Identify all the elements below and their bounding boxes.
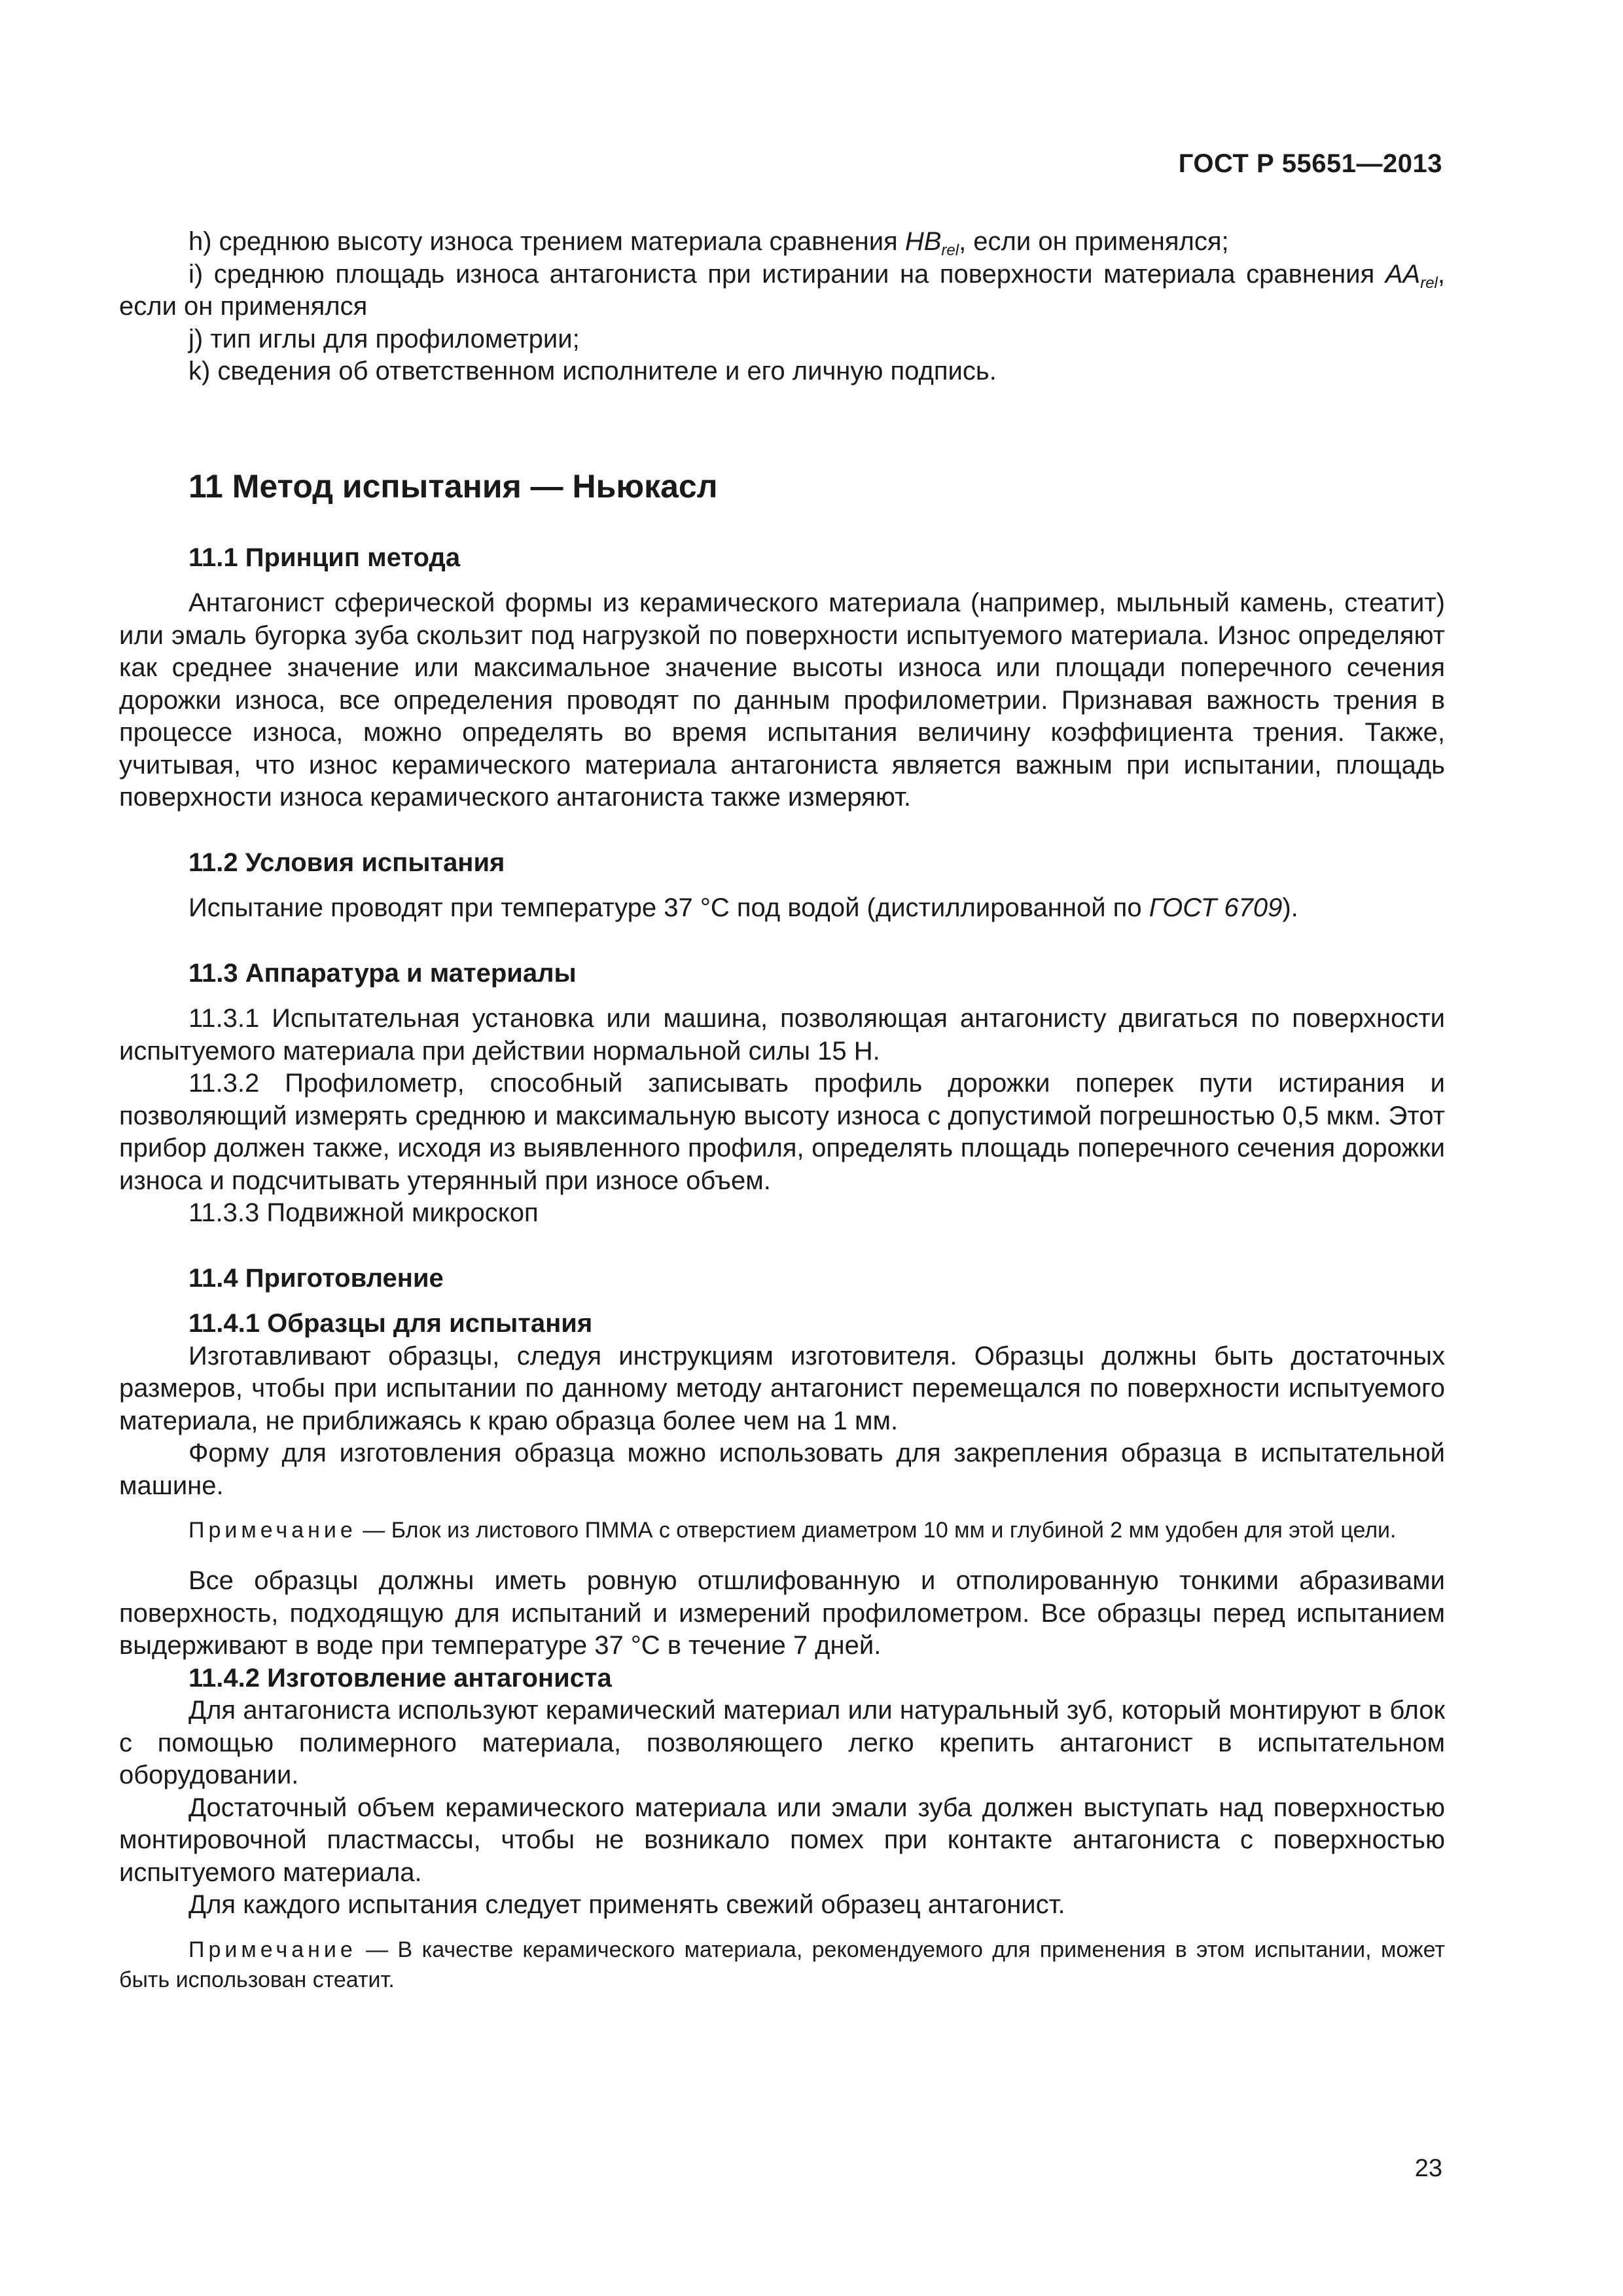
note-label: Примечание xyxy=(188,1937,357,1962)
page-content xyxy=(119,226,1445,2015)
section-11-4-1-p2: Форму для изготовления образца можно использовать для закрепления образца в испытательной машине. xyxy=(119,1439,1445,1500)
section-11-2-text: Испытание проводят при температуре 37 °С под водой (дистиллированной по ГОСТ 6709). xyxy=(188,893,1298,922)
var-hb: HB xyxy=(904,227,942,256)
var-hb-sub: rel xyxy=(941,242,959,259)
list-item-h: h) среднюю высоту износа трением материала сравнения $HB_{rel}$, если он применялся; xyxy=(188,227,1229,259)
section-11-3-1: 11.3.1 Испытательная установка или машина, позволяющая антагонисту двигаться по поверхности испытуемого материала при действии нормальной силы 15 Н. xyxy=(119,1004,1445,1066)
section-11-4-2-p3: Для каждого испытания следует применять свежий образец антагонист. xyxy=(188,1890,1065,1919)
section-11-4-2-title: 11.4.2 Изготовление антагониста xyxy=(188,1663,612,1693)
note-1: Примечание — Блок из листового ПММА с отверстием диаметром 10 мм и глубиной 2 мм удобен для этой цели. xyxy=(188,1518,1397,1543)
gost-reference: ГОСТ 6709 xyxy=(1149,893,1283,922)
section-11-1-text: Антагонист сферической формы из керамического материала (например, мыльный камень, стеатит) или эмаль бугорка зуба скользит под нагрузкой по поверхности испытуемого материала. Износ определяют как среднее значение или максимальное значение высоты износа или площади поперечного сечения дорожки износа, все определения проводят по данным профилометрии. Признавая важность трения в процессе износа, можно определять во время испытания величину коэффициента трения. Также, учитывая, что износ керамического материала антагониста является важным при испытании, площадь поверхности износа керамического антагониста также измеряют. xyxy=(119,588,1445,812)
section-11-3-3: 11.3.3 Подвижной микроскоп xyxy=(188,1198,539,1227)
section-11-title: 11 Метод испытания — Ньюкасл xyxy=(188,467,718,505)
section-11-3-title: 11.3 Аппаратура и материалы xyxy=(188,958,577,988)
section-11-4-1-p3: Все образцы должны иметь ровную отшлифованную и отполированную тонкими абразивами поверхность, подходящую для испытаний и измерений профилометром. Все образцы перед испытанием выдерживают в воде при температуре 37 °С в течение 7 дней. xyxy=(119,1566,1445,1660)
list-item-k: k) сведения об ответственном исполнителе и его личную подпись. xyxy=(188,357,997,386)
var-aa: AA xyxy=(1385,259,1421,289)
var-aa-sub: rel xyxy=(1420,274,1438,292)
section-11-4-title: 11.4 Приготовление xyxy=(188,1263,444,1293)
note-2: Примечание — В качестве керамического материала, рекомендуемого для применения в этом испытании, может быть использован стеатит. xyxy=(119,1937,1445,1992)
note-label: Примечание xyxy=(188,1518,357,1543)
section-11-4-1-title: 11.4.1 Образцы для испытания xyxy=(188,1309,593,1338)
page-number: 23 xyxy=(1414,2155,1442,2182)
section-11-4-1-p1: Изготавливают образцы, следуя инструкциям изготовителя. Образцы должны быть достаточных размеров, чтобы при испытании по данному методу антагонист перемещался по поверхности испытуемого материала, не приближаясь к краю образца более чем на 1 мм. xyxy=(119,1341,1445,1435)
section-11-1-title: 11.1 Принцип метода xyxy=(188,543,461,572)
list-item-i: i) среднюю площадь износа антагониста при истирании на поверхности материала сравнения $AA_{rel}$, если он применялся xyxy=(119,259,1445,321)
section-11-3-2: 11.3.2 Профилометр, способный записывать профиль дорожки поперек пути истирания и позволяющий измерять среднюю и максимальную высоту износа с допустимой погрешностью 0,5 мкм. Этот прибор должен также, исходя из выявленного профиля, определять площадь поперечного сечения дорожки износа и подсчитывать утерянный при износе объем. xyxy=(119,1069,1445,1195)
section-11-4-2-p2: Достаточный объем керамического материала или эмали зуба должен выступать над поверхностью монтировочной пластмассы, чтобы не возникало помех при контакте антагониста с поверхностью испытуемого материала. xyxy=(119,1793,1445,1887)
section-11-2-title: 11.2 Условия испытания xyxy=(188,848,505,877)
section-11-4-2-p1: Для антагониста используют керамический материал или натуральный зуб, который монтируют в блок с помощью полимерного материала, позволяющего легко крепить антагонист в испытательном оборудовании. xyxy=(119,1696,1445,1789)
list-item-j: j) тип иглы для профилометрии; xyxy=(188,324,580,353)
document-code: ГОСТ Р 55651—2013 xyxy=(1178,149,1442,178)
